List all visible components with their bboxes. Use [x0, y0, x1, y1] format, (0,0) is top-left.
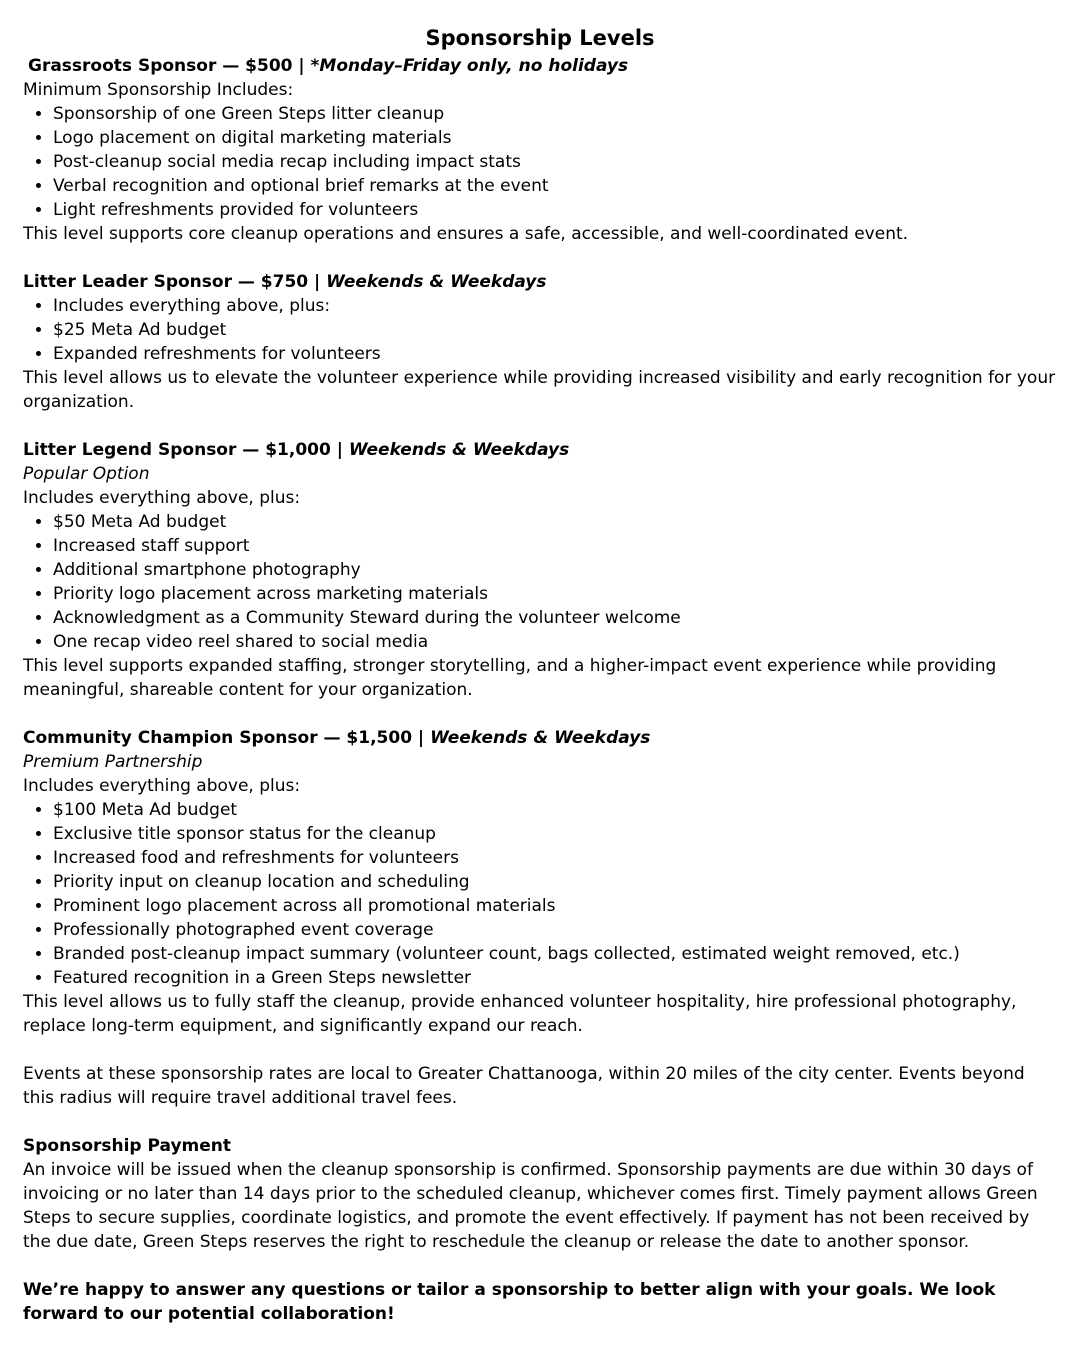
list-item: • Acknowledgment as a Community Steward during the volunteer welcome [53, 606, 1057, 630]
spacer [23, 1110, 1057, 1134]
tier-intro: Includes everything above, plus: [23, 776, 301, 796]
payment-heading: Sponsorship Payment [23, 1136, 232, 1156]
tier-name-price: Community Champion Sponsor — $1,500 | [23, 728, 431, 748]
tier-name-price: Litter Leader Sponsor — $750 | [23, 272, 327, 292]
tier-summary: This level supports expanded staffing, stronger storytelling, and a higher-impact event experience while providing meaningful, shareable content for your organization. [23, 656, 997, 700]
tier-schedule: Weekends & Weekdays [348, 440, 570, 460]
list-item: • Light refreshments provided for volunteers [53, 198, 1057, 222]
tier-benefits-list [23, 798, 1057, 990]
tier-schedule: *Monday–Friday only, no holidays [310, 56, 629, 76]
tier-schedule: Weekends & Weekdays [326, 272, 547, 292]
list-item: • Expanded refreshments for volunteers [53, 342, 1057, 366]
list-item: • Increased staff support [53, 534, 1057, 558]
payment-section [23, 1134, 1057, 1254]
payment-body: An invoice will be issued when the cleanup sponsorship is confirmed. Sponsorship payments are due within 30 days of invoicing or no later than 14 days prior to the scheduled cleanup, whichever comes first. Timely payment allows Green Steps to secure supplies, coordinate logistics, and promote the event effectively. If payment has not been received by the due date, Green Steps reserves the right to reschedule the cleanup or release the date to another sponsor. [23, 1160, 1038, 1252]
tier-name-price: Grassroots Sponsor — $500 | [28, 56, 311, 76]
page-title: Sponsorship Levels [425, 26, 655, 50]
tier-intro: Includes everything above, plus: [23, 488, 301, 508]
tier-summary: This level allows us to fully staff the cleanup, provide enhanced volunteer hospitality, hire professional photography, replace long-term equipment, and significantly expand our reach. [23, 992, 1017, 1036]
spacer [23, 414, 1057, 438]
travel-note: Events at these sponsorship rates are local to Greater Chattanooga, within 20 miles of the city center. Events beyond this radius will require travel additional travel fees. [23, 1064, 1025, 1108]
tier-heading [23, 54, 1057, 78]
list-item: • Exclusive title sponsor status for the cleanup [53, 822, 1057, 846]
tier-benefits-list [23, 294, 1057, 366]
list-item: • Verbal recognition and optional brief remarks at the event [53, 174, 1057, 198]
tier-litter-leader [23, 270, 1057, 414]
tier-name-price: Litter Legend Sponsor — $1,000 | [23, 440, 349, 460]
list-item: • Increased food and refreshments for volunteers [53, 846, 1057, 870]
tier-summary: This level supports core cleanup operations and ensures a safe, accessible, and well-coordinated event. [23, 224, 909, 244]
tier-summary: This level allows us to elevate the volunteer experience while providing increased visibility and early recognition for your organization. [23, 368, 1056, 412]
tier-tagline: Premium Partnership [23, 752, 203, 772]
list-item: • One recap video reel shared to social media [53, 630, 1057, 654]
tier-tagline: Popular Option [23, 464, 150, 484]
list-item: • Prominent logo placement across all promotional materials [53, 894, 1057, 918]
spacer [23, 1038, 1057, 1062]
list-item: • $50 Meta Ad budget [53, 510, 1057, 534]
tier-heading [23, 270, 1057, 294]
closing-statement: We’re happy to answer any questions or tailor a sponsorship to better align with your goals. We look forward to our potential collaboration! [23, 1280, 996, 1324]
list-item: • Priority logo placement across marketing materials [53, 582, 1057, 606]
spacer [23, 246, 1057, 270]
list-item: • Additional smartphone photography [53, 558, 1057, 582]
list-item: • $100 Meta Ad budget [53, 798, 1057, 822]
tier-community-champion [23, 726, 1057, 1038]
tier-benefits-list [23, 102, 1057, 222]
list-item: • Branded post-cleanup impact summary (volunteer count, bags collected, estimated weight removed, etc.) [53, 942, 1057, 966]
list-item: • $25 Meta Ad budget [53, 318, 1057, 342]
list-item: • Featured recognition in a Green Steps newsletter [53, 966, 1057, 990]
list-item: • Professionally photographed event coverage [53, 918, 1057, 942]
list-item: • Post-cleanup social media recap including impact stats [53, 150, 1057, 174]
list-item: • Priority input on cleanup location and scheduling [53, 870, 1057, 894]
tier-intro: Minimum Sponsorship Includes: [23, 80, 294, 100]
tier-grassroots [23, 54, 1057, 246]
list-item: • Logo placement on digital marketing materials [53, 126, 1057, 150]
tier-heading [23, 726, 1057, 750]
tier-schedule: Weekends & Weekdays [430, 728, 651, 748]
spacer [23, 702, 1057, 726]
list-item: • Includes everything above, plus: [53, 294, 1057, 318]
tier-heading [23, 438, 1057, 462]
spacer [23, 1254, 1057, 1278]
tier-litter-legend [23, 438, 1057, 702]
list-item: • Sponsorship of one Green Steps litter cleanup [53, 102, 1057, 126]
tier-benefits-list [23, 510, 1057, 654]
